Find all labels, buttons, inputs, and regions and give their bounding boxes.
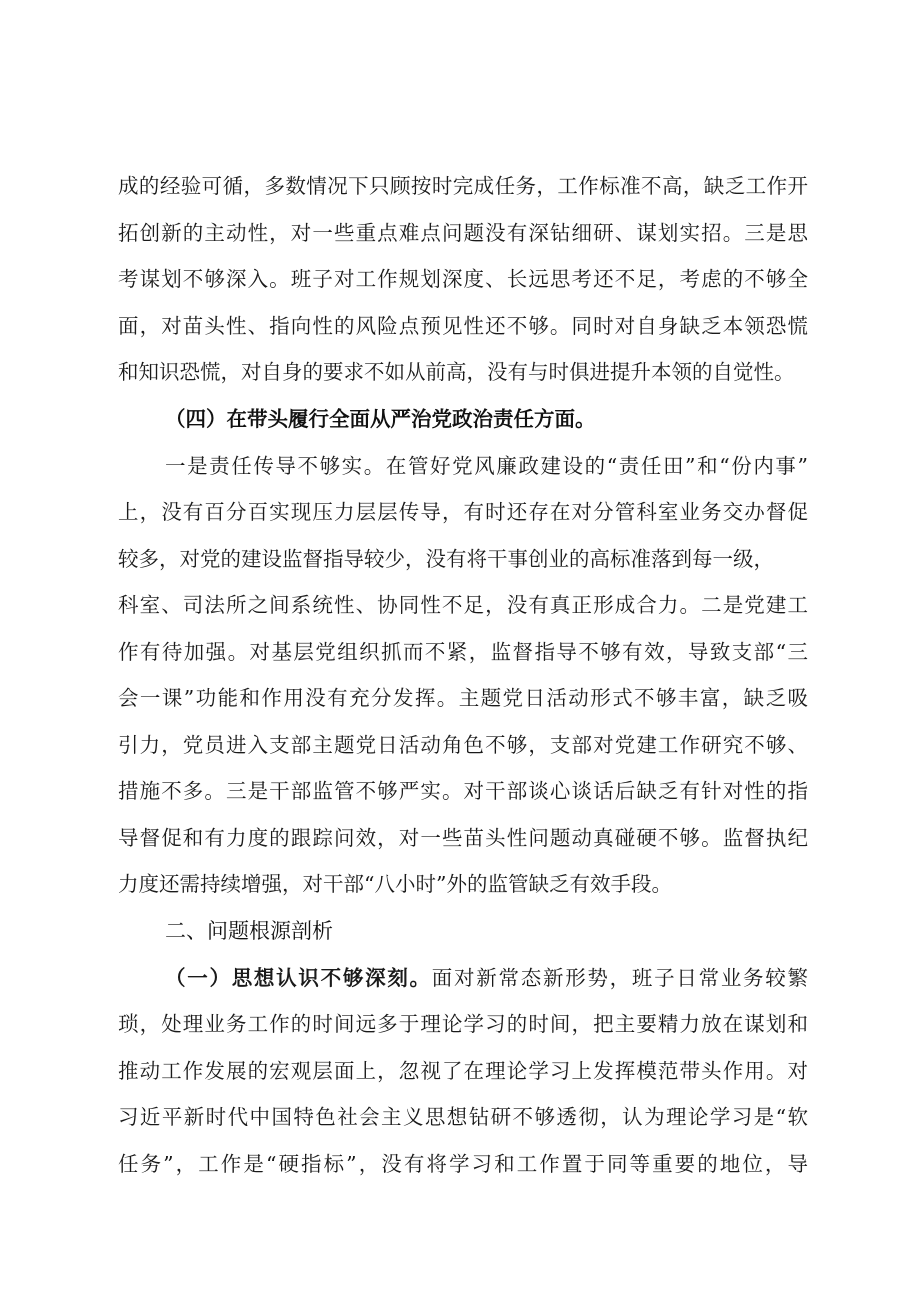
paragraph-line: 引力，党员进入支部主题党日活动角色不够，支部对党建工作研究不够、 <box>118 733 808 757</box>
paragraph-line: 面，对苗头性、指向性的风险点预见性还不够。同时对自身缺乏本领恐慌 <box>118 314 808 338</box>
paragraph-line: 措施不多。三是干部监管不够严实。对干部谈心谈话后缺乏有针对性的指 <box>118 779 808 803</box>
paragraph-line: 任务”，工作是“硬指标”，没有将学习和工作置于同等重要的地位，导 <box>118 1152 808 1176</box>
paragraph-line: 考谋划不够深入。班子对工作规划深度、长远思考还不足，考虑的不够全 <box>118 267 808 291</box>
subheading-four: （四）在带头履行全面从严治党政治责任方面。 <box>165 407 596 431</box>
paragraph-line: 会一课”功能和作用没有充分发挥。主题党日活动形式不够丰富，缺乏吸 <box>118 686 808 710</box>
paragraph-line: 作有待加强。对基层党组织抓而不紧，监督指导不够有效，导致支部“三 <box>118 640 808 664</box>
paragraph-text: 面对新常态新形势，班子日常业务较繁 <box>431 966 808 990</box>
paragraph-line: 上，没有百分百实现压力层层传导，有时还存在对分管科室业务交办督促 <box>118 500 808 524</box>
paragraph-line: 较多，对党的建设监督指导较少，没有将干事创业的高标准落到每一级， <box>118 547 774 571</box>
paragraph-line <box>165 958 808 998</box>
paragraph-line: 导督促和有力度的跟踪问效，对一些苗头性问题动真碰硬不够。监督执纪 <box>118 826 808 850</box>
paragraph-line: 琐，处理业务工作的时间远多于理论学习的时间，把主要精力放在谋划和 <box>118 1012 808 1036</box>
paragraph-line: 推动工作发展的宏观层面上，忽视了在理论学习上发挥模范带头作用。对 <box>118 1059 808 1083</box>
paragraph-line: 力度还需持续增强，对干部“八小时”外的监管缺乏有效手段。 <box>118 872 672 896</box>
paragraph-line: 和知识恐慌，对自身的要求不如从前高，没有与时俱进提升本领的自觉性。 <box>118 360 795 384</box>
section-heading: 二、问题根源剖析 <box>165 919 333 943</box>
paragraph-line: 科室、司法所之间系统性、协同性不足，没有真正形成合力。二是党建工 <box>118 593 808 617</box>
paragraph-line: 习近平新时代中国特色社会主义思想钻研不够透彻，认为理论学习是“软 <box>118 1105 808 1129</box>
paragraph-line: 一是责任传导不够实。在管好党风廉政建设的“责任田”和“份内事” <box>165 454 808 478</box>
paragraph-line: 拓创新的主动性，对一些重点难点问题没有深钻细研、谋划实招。三是思 <box>118 221 808 245</box>
subheading-one: （一）思想认识不够深刻。 <box>165 966 432 990</box>
paragraph-line: 成的经验可循，多数情况下只顾按时完成任务，工作标准不高，缺乏工作开 <box>118 174 808 198</box>
